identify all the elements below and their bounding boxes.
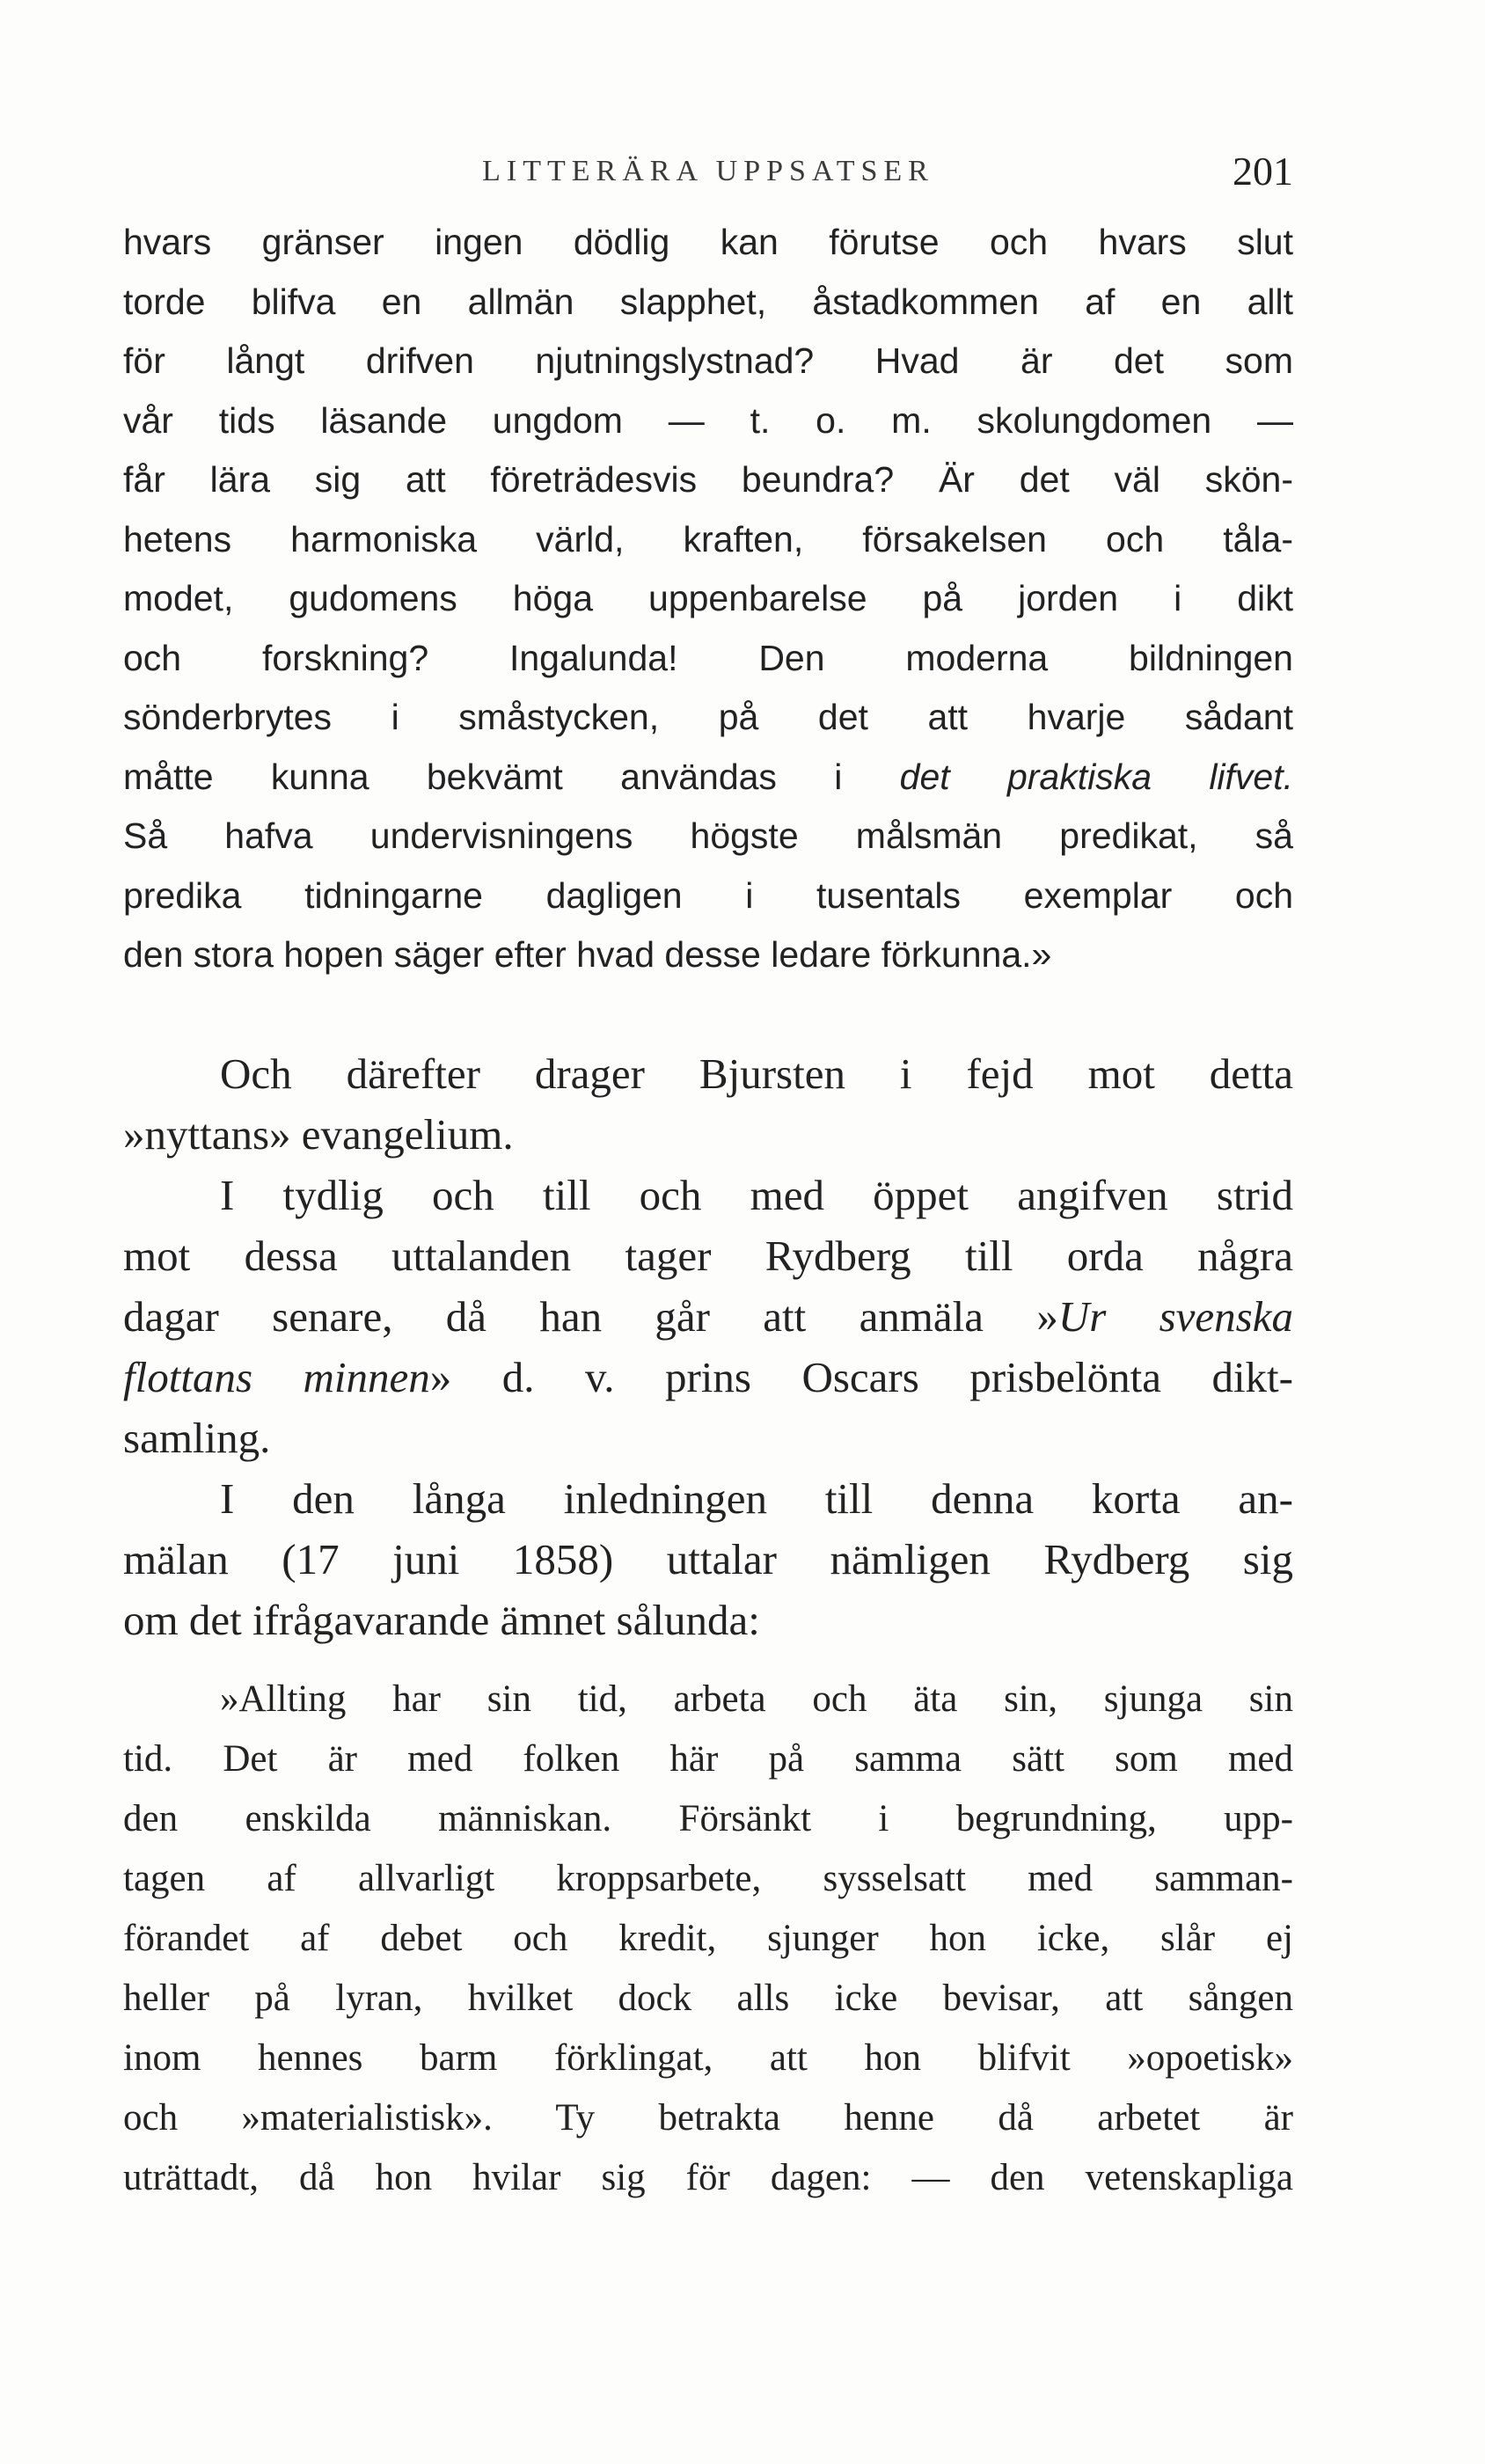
text-line: om det ifrågavarande ämnet sålunda: xyxy=(123,1596,760,1644)
page-header xyxy=(123,148,1293,201)
text-line: hetens harmoniska värld, kraften, försakelsen och tåla- xyxy=(123,518,1293,559)
text-line: uträttadt, då hon hvilar sig för dagen: — den vetenskapliga xyxy=(123,2157,1293,2198)
body-text xyxy=(123,1043,1293,1650)
text-line: tid. Det är med folken här på samma sätt som med xyxy=(123,1738,1293,1780)
text-line: torde blifva en allmän slapphet, åstadkommen af en allt xyxy=(123,281,1293,322)
text-line: modet, gudomens höga uppenbarelse på jorden i dikt xyxy=(123,578,1293,618)
text-line: tagen af allvarligt kroppsarbete, sysselsatt med samman- xyxy=(123,1858,1293,1899)
quote-passage-1 xyxy=(123,213,1293,985)
text-line: den stora hopen säger efter hvad desse ledare förkunna.» xyxy=(123,934,1052,975)
text-line: I tydlig och till och med öppet angifven strid xyxy=(220,1171,1293,1219)
page-number: 201 xyxy=(1233,149,1293,194)
text-line: förandet af debet och kredit, sjunger hon icke, slår ej xyxy=(123,1918,1293,1959)
text-line: Och därefter drager Bjursten i fejd mot detta xyxy=(220,1049,1293,1098)
text-line: hvars gränser ingen dödlig kan förutse och hvars slut xyxy=(123,222,1293,262)
text-line: mot dessa uttalanden tager Rydberg till orda några xyxy=(123,1232,1293,1280)
text-line: flottans minnen» d. v. prins Oscars prisbelönta dikt- xyxy=(123,1353,1293,1401)
text-line: dagar senare, då han går att anmäla »Ur svenska xyxy=(123,1292,1293,1341)
text-line: inom hennes barm förklingat, att hon blifvit »opoetisk» xyxy=(123,2037,1293,2079)
italic-title: flottans minnen xyxy=(123,1353,430,1401)
text-line: heller på lyran, hvilket dock alls icke bevisar, att sången xyxy=(123,1978,1293,2019)
text-line: och »materialistisk». Ty betrakta henne då arbetet är xyxy=(123,2097,1293,2139)
italic-phrase: det praktiska lifvet. xyxy=(899,756,1294,797)
text-line: sönderbrytes i småstycken, på det att hvarje sådant xyxy=(123,697,1293,737)
text-line: samling. xyxy=(123,1414,271,1462)
text-line: »Allting har sin tid, arbeta och äta sin, sjunga sin xyxy=(220,1678,1293,1720)
text-line: måtte kunna bekvämt användas i det praktiska lifvet. xyxy=(123,756,1294,797)
text-line: vår tids läsande ungdom — t. o. m. skolungdomen — xyxy=(123,399,1293,441)
text-line: den enskilda människan. Försänkt i begrundning, upp- xyxy=(123,1798,1293,1839)
quote-passage-2 xyxy=(123,1670,1293,2208)
italic-title: Ur svenska xyxy=(1057,1292,1293,1341)
text-line: för långt drifven njutningslystnad? Hvad är det som xyxy=(123,340,1293,381)
text-line: får lära sig att företrädesvis beundra? Är det väl skön- xyxy=(123,459,1293,500)
running-head: LITTERÄRA UPPSATSER xyxy=(482,155,934,187)
text-line: mälan (17 juni 1858) uttalar nämligen Rydberg sig xyxy=(123,1535,1293,1583)
text-line: I den långa inledningen till denna korta an- xyxy=(220,1474,1293,1523)
text-line: »nyttans» evangelium. xyxy=(123,1110,514,1159)
text-line: och forskning? Ingalunda! Den moderna bildningen xyxy=(123,637,1293,678)
text-line: Så hafva undervisningens högste målsmän predikat, så xyxy=(123,815,1293,856)
text-line: predika tidningarne dagligen i tusentals exemplar och xyxy=(123,874,1293,916)
